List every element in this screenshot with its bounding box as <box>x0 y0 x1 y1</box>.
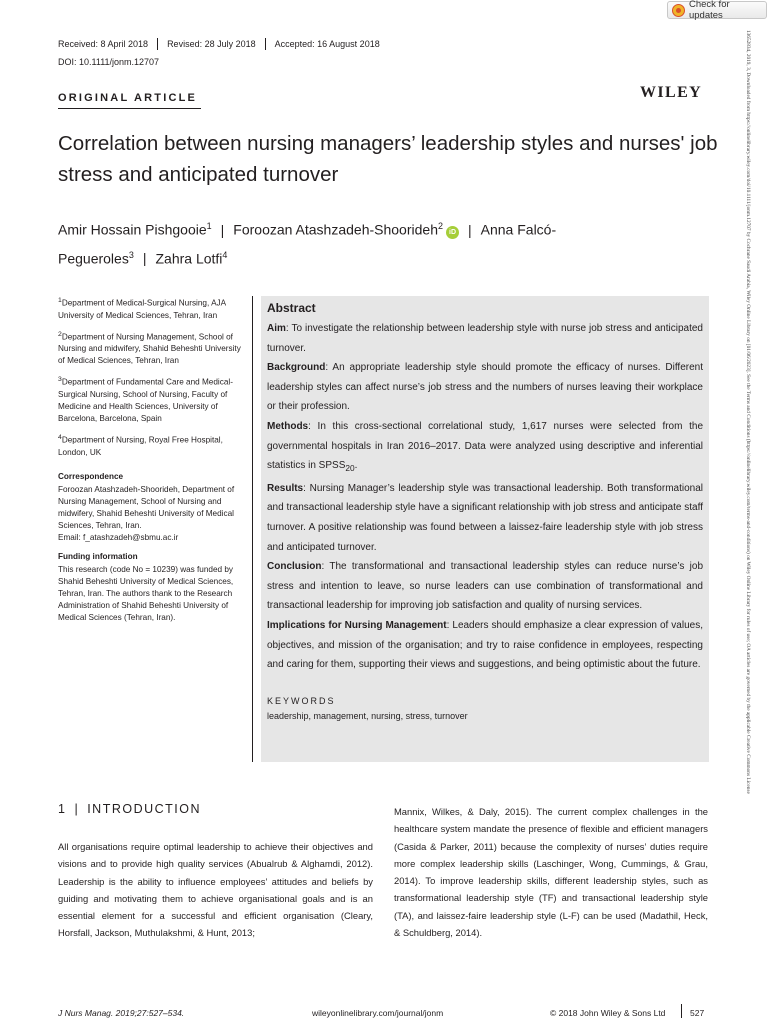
correspondence-text: Foroozan Atashzadeh-Shoorideh, Department of Nursing Management, School of Nursing and midwifery, Shahid Beheshti University of Medical Sciences, Tehran, Iran. <box>58 484 235 530</box>
methods-text: : In this cross-sectional correlational study, 1,617 nurses were selected from the governmental hospitals in Iran 2016–2017. Data were analyzed using descriptive and inferential statistics in SPSS <box>267 420 703 472</box>
author-separator: | <box>142 250 147 267</box>
body-column-left <box>58 838 373 942</box>
body-paragraph: Mannix, Wilkes, & Daly, 2015). The current complex challenges in the healthcare system mandate the presence of flexible and efficient managers (Casida & Parker, 2011) because the complexity of nurses’ duties require more complex leadership skills (Laschinger, Wong, Cummings, & Grau, 2014). To improve leadership skills, different leadership styles, such as transformational leadership style (TF) and transactional leadership style (TA), and laissez-faire leadership style (L-F) can be used (Madathil, Heck, & Schuldberg, 2014). <box>394 806 708 939</box>
body-column-right <box>394 803 708 941</box>
abstract-implications <box>267 616 703 675</box>
affiliation-number: 4 <box>58 434 62 442</box>
affiliation <box>58 295 248 322</box>
section-heading <box>58 802 201 816</box>
footer-journal-url[interactable]: wileyonlinelibrary.com/journal/jonm <box>312 1008 444 1018</box>
publisher-logo: WILEY <box>640 84 703 101</box>
footer-journal-citation: J Nurs Manag. 2019;27:527–534. <box>58 1008 185 1018</box>
results-label: Results <box>267 482 304 494</box>
keywords-list: leadership, management, nursing, stress, turnover <box>267 710 468 721</box>
footer-copyright: © 2018 John Wiley & Sons Ltd <box>550 1008 666 1018</box>
conclusion-label: Conclusion <box>267 561 322 573</box>
revised-date: Revised: 28 July 2018 <box>167 39 256 49</box>
footer-divider <box>681 1004 682 1018</box>
article-type-underline <box>58 108 201 109</box>
accepted-date: Accepted: 16 August 2018 <box>274 39 380 49</box>
crossmark-icon <box>672 4 685 17</box>
methods-label: Methods <box>267 420 309 432</box>
check-for-updates-label: Check for updates <box>688 0 730 21</box>
abstract-panel <box>261 296 709 762</box>
received-date: Received: 8 April 2018 <box>58 39 149 49</box>
funding-heading: Funding information <box>58 551 138 561</box>
affiliation-text: Department of Medical-Surgical Nursing, AJA University of Medical Sciences, Tehran, Iran <box>58 298 226 320</box>
divider <box>157 38 158 50</box>
author-name[interactable]: Anna Falcó-Pegueroles <box>58 221 557 267</box>
author-affiliation-mark: 4 <box>222 249 228 260</box>
author-separator: | <box>220 221 225 238</box>
article-type: ORIGINAL ARTICLE <box>58 92 198 104</box>
author-separator: | <box>468 221 472 238</box>
methods-end: . <box>354 460 358 472</box>
implications-label: Implications for Nursing Management <box>267 619 447 631</box>
author-affiliation-mark: 1 <box>206 221 212 231</box>
article-title: Correlation between nursing managers’ leadership styles and nurses' job stress and anticipated turnover <box>58 132 718 186</box>
abstract-aim <box>267 319 703 358</box>
affiliation <box>58 374 248 425</box>
section-separator: | <box>74 802 80 816</box>
affiliation-number: 2 <box>58 330 62 338</box>
abstract-results <box>267 479 703 557</box>
abstract-methods <box>267 417 703 479</box>
author-name[interactable]: Amir Hossain Pishgooie <box>58 221 207 238</box>
results-text: : Nursing Manager’s leadership style was transactional leadership. Both transformational and transactional leadership style have a significant relationship with job stress and anticipate staff turnover. A positive relationship was found between a laissez-faire leadership style with job stress and anticipated turnover. <box>267 482 703 553</box>
author-name[interactable]: Zahra Lotfi <box>155 250 223 267</box>
affiliation-number: 3 <box>58 376 62 384</box>
keywords-heading: KEYWORDS <box>267 695 336 706</box>
implications-text: : Leaders should emphasize a clear expression of values, objectives, and mission of the organisation; and try to raise confidence in employees, respecting and caring for them, supporting their views and suggestions, and being optimistic about the future. <box>267 619 703 671</box>
author-affiliation-mark: 3 <box>128 249 134 260</box>
author-name[interactable]: Foroozan Atashzadeh-Shoorideh <box>233 221 438 238</box>
background-text: : An appropriate leadership style should promote the efficacy of nurses. Different leadership styles can affect nurse’s job stress and the numbers of nurses leaving their workplace or their profession. <box>267 362 703 413</box>
aim-label: Aim <box>267 323 286 334</box>
affiliation <box>58 432 248 459</box>
spss-version: 20 <box>345 463 355 474</box>
funding-text: This research (code No = 10239) was funded by Shahid Beheshti University of Medical Sciences, Tehran, Iran. The authors thank to the Research Administration of Shahid Beheshti University of Medical Sciences (Tehran, Iran). <box>58 564 234 622</box>
section-number: 1 <box>58 802 67 816</box>
divider <box>265 38 266 50</box>
body-paragraph: All organisations require optimal leadership to achieve their objectives and visions and to provide high quality services (Abualrub & Alghamdi, 2012). Leadership is the ability to influence employees’ attitudes and beliefs by guiding and motivating them to achieve organisational goals and is an essential element for a successful and efficient organisation (Cleary, Horsfall, Jackson, Muthulakshmi, & Hunt, 2013; <box>58 841 373 939</box>
affiliation-number: 1 <box>58 297 62 304</box>
page-number: 527 <box>690 1008 705 1018</box>
author-affiliation-mark: 2 <box>437 221 443 231</box>
correspondence-email[interactable]: Email: f_atashzadeh@sbmu.ac.ir <box>58 532 179 542</box>
abstract-conclusion <box>267 557 703 616</box>
check-for-updates-button[interactable] <box>667 1 767 19</box>
affiliation-text: Department of Nursing, Royal Free Hospital, London, UK <box>58 435 223 457</box>
conclusion-text: : The transformational and transactional leadership styles can reduce nurse’s job stress and intention to leave, so nurse leaders can use combination of transformational and transactional leadership for improving job satisfaction and quality of nursing services. <box>267 561 703 612</box>
affiliation <box>58 329 248 368</box>
section-title: INTRODUCTION <box>87 802 202 816</box>
affiliation-text: Department of Nursing Management, School of Nursing and midwifery, Shahid Beheshti University of Medical Sciences, Tehran, Iran <box>58 332 241 366</box>
affiliation-text: Department of Fundamental Care and Medical-Surgical Nursing, School of Nursing, Faculty of Medicine and Health Sciences, University of Barcelona, Barcelona, Spain <box>58 378 233 424</box>
abstract-heading: Abstract <box>267 301 316 315</box>
column-divider <box>252 296 253 762</box>
correspondence-heading: Correspondence <box>58 471 124 481</box>
affiliations-column <box>58 295 248 631</box>
aim-text: : To investigate the relationship between leadership style with nurse job stress and anticipated turnover. <box>267 323 703 354</box>
orcid-icon[interactable]: iD <box>446 226 459 239</box>
download-notice: 13652834, 2019, 3, Downloaded from https://onlinelibrary.wiley.com/doi/10.1111/jonm.12707 by Cochrane Saudi Arabia, Wiley Online Library on [01/06/2023]. See the Terms and Conditions (https://onlinelibrary.wiley.com/terms-and-conditions) on Wiley Online Library for rules of use; OA articles are governed by the applicable Creative Commons License <box>745 30 751 794</box>
abstract-background <box>267 358 703 417</box>
author-list <box>58 214 658 271</box>
background-label: Background <box>267 362 326 374</box>
doi[interactable]: DOI: 10.1111/jonm.12707 <box>58 57 160 67</box>
publication-history <box>58 38 380 50</box>
